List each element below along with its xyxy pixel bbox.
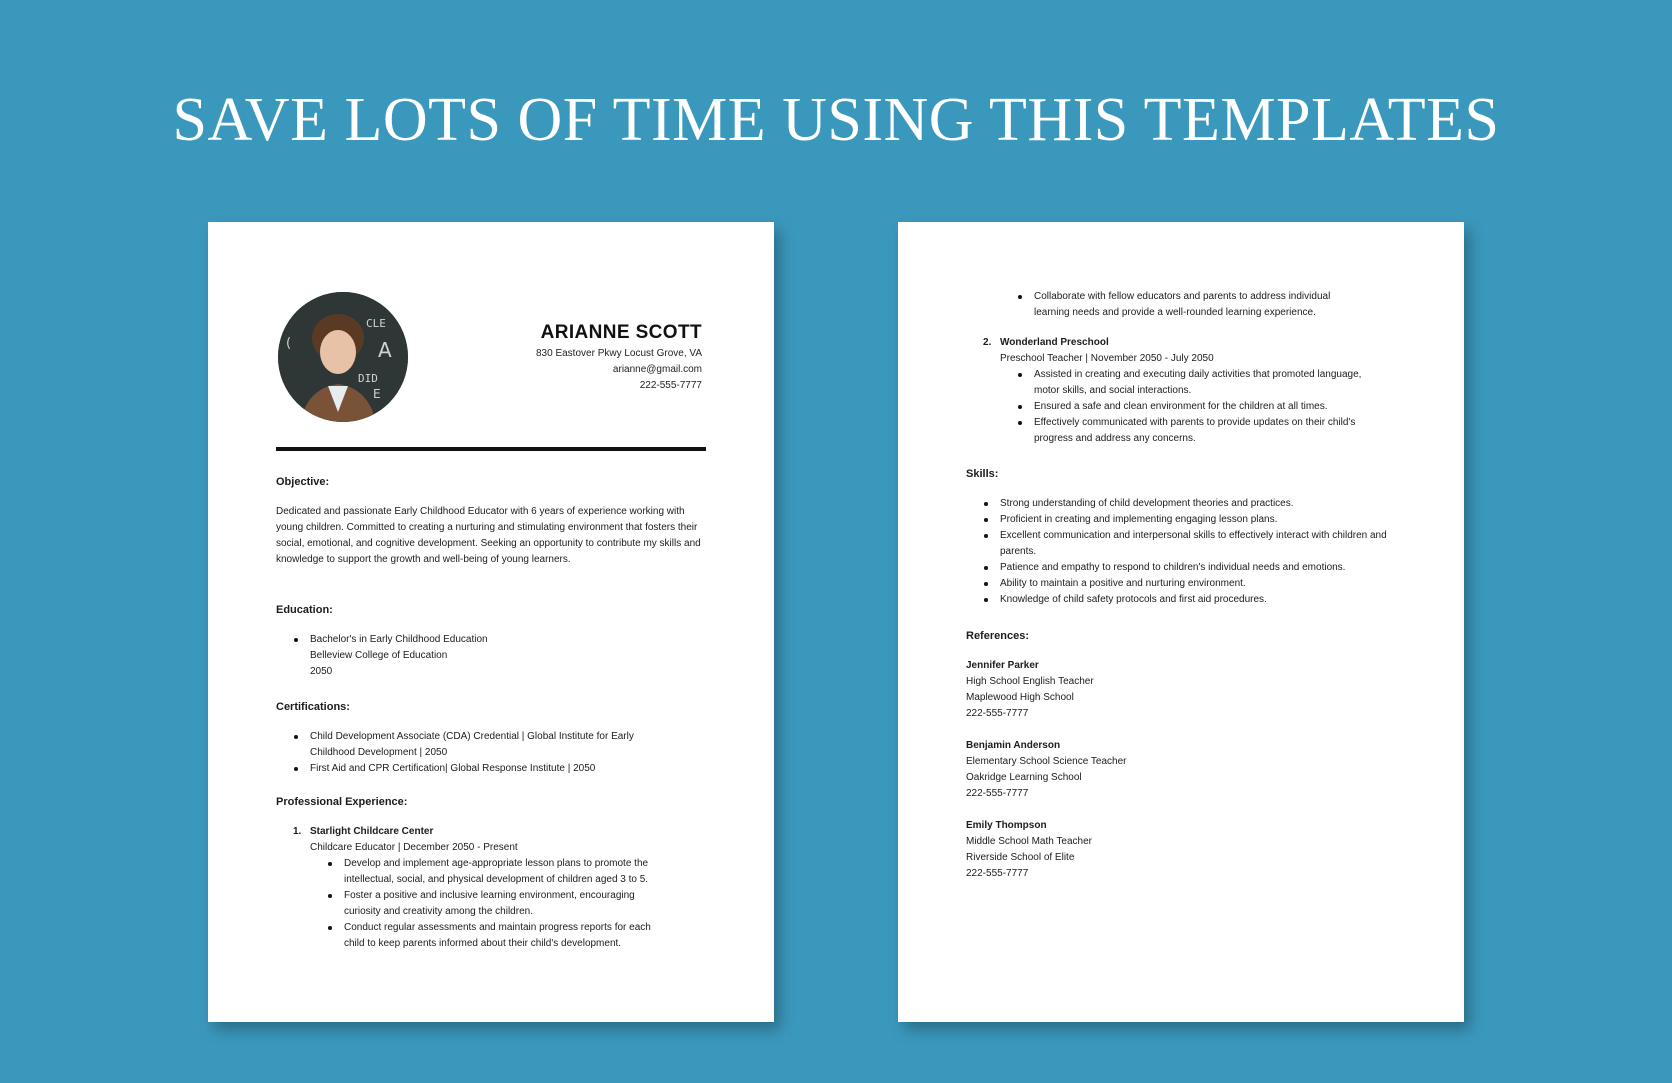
references-section <box>966 628 1398 882</box>
skill-item: Excellent communication and interpersonal skills to effectively interact with children and parents. <box>983 528 1393 560</box>
certifications-section <box>276 699 708 777</box>
duty-item: Assisted in creating and executing daily activities that promoted language, motor skills, and social interactions. <box>1017 367 1362 399</box>
resume-page-1 <box>208 222 774 1022</box>
job-company: Wonderland Preschool <box>1000 337 1109 348</box>
reference-school: Maplewood High School <box>966 692 1074 703</box>
experience-section <box>276 794 708 952</box>
continued-duties <box>1017 289 1362 321</box>
duty-item: Effectively communicated with parents to provide updates on their child's progress and address any concerns. <box>1017 415 1362 447</box>
job-number: 2. <box>983 337 992 348</box>
experience-continued <box>966 289 1398 447</box>
job-duties <box>1017 367 1362 447</box>
education-list <box>293 632 708 680</box>
job-entry <box>293 824 708 952</box>
reference-title: High School English Teacher <box>966 676 1094 687</box>
education-heading: Education: <box>276 604 333 616</box>
duty-item: Conduct regular assessments and maintain progress reports for each child to keep parents informed about their child's development. <box>327 920 672 952</box>
duty-item: Collaborate with fellow educators and parents to address individual learning needs and provide a well-rounded learning experience. <box>1017 289 1362 321</box>
resume-name: ARIANNE SCOTT <box>540 322 702 343</box>
reference-entry <box>966 818 1398 882</box>
education-item <box>293 632 708 680</box>
reference-phone: 222-555-7777 <box>966 868 1029 879</box>
job-company: Starlight Childcare Center <box>310 826 434 837</box>
experience-heading: Professional Experience: <box>276 796 408 808</box>
certifications-list <box>293 729 673 777</box>
reference-entry <box>966 658 1398 722</box>
reference-name: Jennifer Parker <box>966 660 1039 671</box>
school-text: Belleview College of Education <box>310 650 448 661</box>
reference-name: Benjamin Anderson <box>966 740 1061 751</box>
reference-entry <box>966 738 1398 802</box>
header-divider <box>276 447 706 451</box>
reference-phone: 222-555-7777 <box>966 788 1029 799</box>
reference-title: Elementary School Science Teacher <box>966 756 1127 767</box>
reference-school: Riverside School of Elite <box>966 852 1075 863</box>
svg-text:(: ( <box>286 336 292 351</box>
duty-item: Ensured a safe and clean environment for the children at all times. <box>1017 399 1362 415</box>
references-heading: References: <box>966 630 1029 642</box>
certification-item: First Aid and CPR Certification| Global Response Institute | 2050 <box>293 761 673 777</box>
certifications-heading: Certifications: <box>276 701 350 713</box>
reference-phone: 222-555-7777 <box>966 708 1029 719</box>
job-duties <box>327 856 672 952</box>
job-number: 1. <box>293 826 302 837</box>
svg-text:E: E <box>373 387 381 401</box>
certification-item: Child Development Associate (CDA) Credential | Global Institute for Early Childhood Development | 2050 <box>293 729 673 761</box>
skills-list <box>983 496 1393 608</box>
profile-photo <box>278 292 408 422</box>
resume-page-2 <box>898 222 1464 1022</box>
education-section <box>276 602 708 680</box>
contact-block <box>536 320 702 394</box>
email-text: arianne@gmail.com <box>612 364 702 375</box>
skills-section <box>966 466 1398 608</box>
phone-text: 222-555-7777 <box>639 380 702 391</box>
skill-item: Proficient in creating and implementing engaging lesson plans. <box>983 512 1393 528</box>
svg-text:CLE: CLE <box>366 317 386 330</box>
skill-item: Ability to maintain a positive and nurturing environment. <box>983 576 1393 592</box>
skill-item: Knowledge of child safety protocols and first aid procedures. <box>983 592 1393 608</box>
degree-text: Bachelor's in Early Childhood Education <box>310 634 488 645</box>
reference-title: Middle School Math Teacher <box>966 836 1092 847</box>
job-entry <box>983 335 1398 447</box>
reference-name: Emily Thompson <box>966 820 1047 831</box>
duty-item: Develop and implement age-appropriate lesson plans to promote the intellectual, social, and physical development of children aged 3 to 5. <box>327 856 672 888</box>
svg-text:A: A <box>378 338 392 362</box>
banner-title: SAVE LOTS OF TIME USING THIS TEMPLATES <box>172 86 1500 154</box>
svg-text:DID: DID <box>358 372 378 385</box>
year-text: 2050 <box>310 666 333 677</box>
duty-item: Foster a positive and inclusive learning environment, encouraging curiosity and creativity among the children. <box>327 888 672 920</box>
objective-heading: Objective: <box>276 476 330 488</box>
job-role: Preschool Teacher | November 2050 - July 2050 <box>1000 353 1214 364</box>
skill-item: Patience and empathy to respond to children's individual needs and emotions. <box>983 560 1393 576</box>
objective-section <box>276 474 708 568</box>
skill-item: Strong understanding of child development theories and practices. <box>983 496 1393 512</box>
job-role: Childcare Educator | December 2050 - Present <box>310 842 518 853</box>
reference-school: Oakridge Learning School <box>966 772 1082 783</box>
objective-text: Dedicated and passionate Early Childhood Educator with 6 years of experience working with young children. Committed to creating a nurturing and stimulating environment that fosters their social, emotional, and cognitive development. Seeking an opportunity to contribute my skills and knowledge to support the growth and well-being of young learners. <box>276 506 701 565</box>
address-text: 830 Eastover Pkwy Locust Grove, VA <box>535 348 702 359</box>
skills-heading: Skills: <box>966 468 999 480</box>
